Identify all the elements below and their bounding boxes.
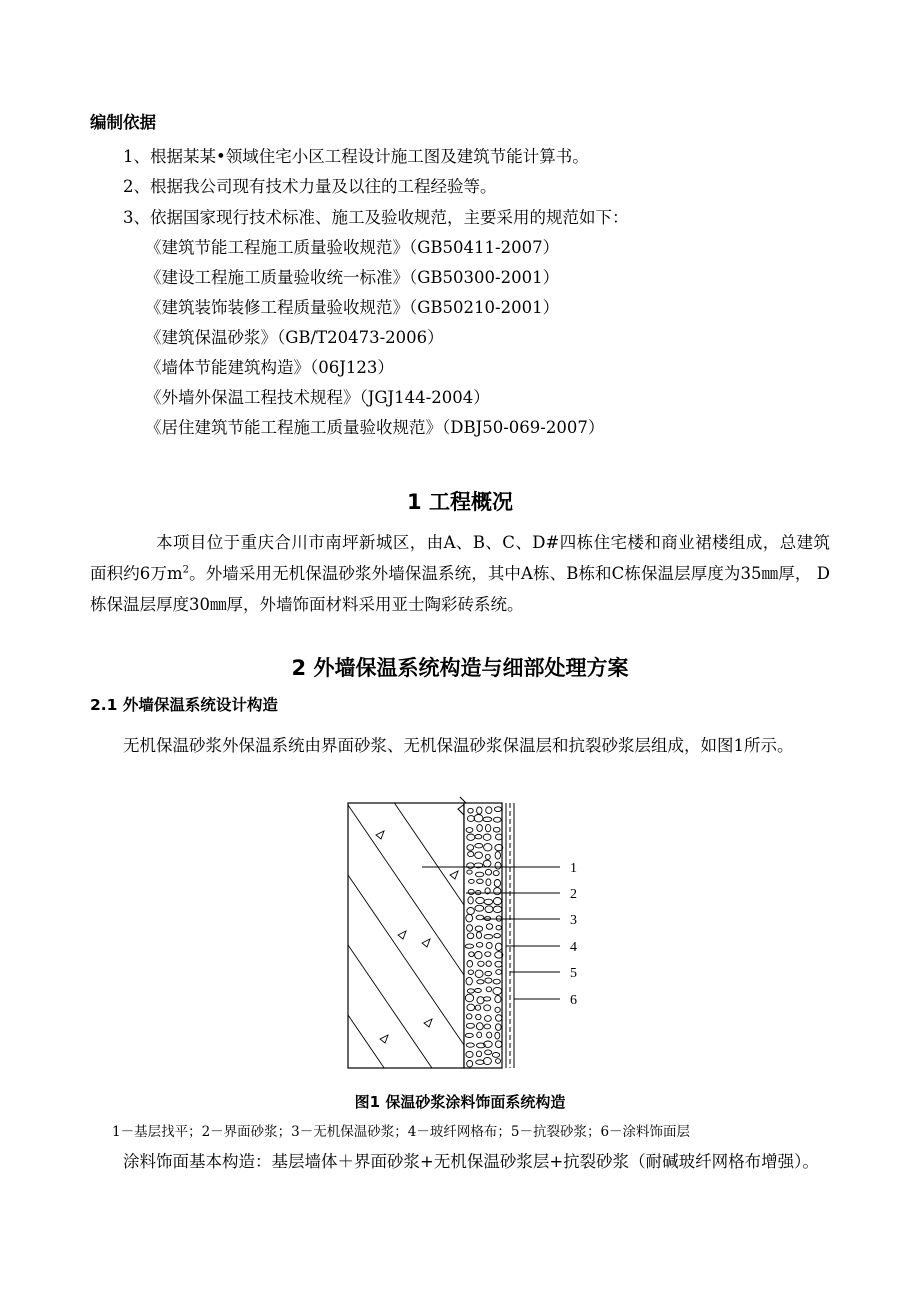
figure-label-3: 3 [570,913,577,928]
section-1-text-a: 本项目位于重庆合川市南坪新城区，由A、B、C、D#四栋住宅楼和商业裙楼组成，总建筑面积约6万m [90,533,830,583]
figure-label-2: 2 [570,887,577,902]
superscript-2: 2 [182,564,189,576]
section-2-1-heading: 2.1 外墙保温系统设计构造 [90,696,278,714]
insulation-mortar-layer [464,803,503,1068]
standard-7: 《居住建筑节能工程施工质量验收规范》（DBJ50-069-2007） [145,418,605,437]
figure-label-4: 4 [570,940,577,955]
section-2-heading: 2 外墙保温系统构造与细部处理方案 [291,656,629,680]
finish-layers [506,803,514,1068]
section-1-text-b: 。外墙采用无机保温砂浆外墙保温系统，其中A栋、B栋和C栋保温层厚度为35㎜厚， D栋保温层厚度30㎜厚，外墙饰面材料采用亚士陶彩砖系统。 [90,564,830,614]
closing-paragraph: 涂料饰面基本构造：基层墙体＋界面砂浆+无机保温砂浆层+抗裂砂浆（耐碱玻纤网格布增强）。 [123,1152,819,1171]
figure-label-5: 5 [570,966,577,981]
figure-caption: 图1 保温砂浆涂料饰面系统构造 [354,1093,566,1111]
section-1-heading: 1 工程概况 [407,490,513,514]
standard-3: 《建筑装饰装修工程质量验收规范》（GB50210-2001） [145,298,560,317]
basis-item-3: 3、依据国家现行技术标准、施工及验收规范，主要采用的规范如下： [123,208,629,227]
figure-label-1: 1 [570,861,577,876]
standard-6: 《外墙外保温工程技术规程》（JGJ144-2004） [145,388,490,407]
standard-5: 《墙体节能建筑构造》（06J123） [145,358,394,377]
standard-2: 《建设工程施工质量验收统一标准》（GB50300-2001） [145,268,560,287]
basis-item-2: 2、根据我公司现有技术力量及以往的工程经验等。 [123,177,497,196]
basis-item-1: 1、根据某某•领域住宅小区工程设计施工图及建筑节能计算书。 [123,147,589,166]
basis-title: 编制依据 [90,113,156,132]
standard-4: 《建筑保温砂浆》（GB/T20473-2006） [145,328,444,347]
insulation-construction-figure [330,795,600,1085]
section-2-1-paragraph: 无机保温砂浆外保温系统由界面砂浆、无机保温砂浆保温层和抗裂砂浆层组成，如图1所示。 [123,736,794,755]
standard-1: 《建筑节能工程施工质量验收规范》（GB50411-2007） [145,238,560,257]
section-1-paragraph [90,527,830,620]
figure-label-6: 6 [570,993,577,1008]
figure-legend: 1－基层找平；2－界面砂浆；3－无机保温砂浆；4－玻纤网格布；5－抗裂砂浆；6－涂料饰面层 [112,1124,691,1140]
base-wall [348,795,466,1085]
